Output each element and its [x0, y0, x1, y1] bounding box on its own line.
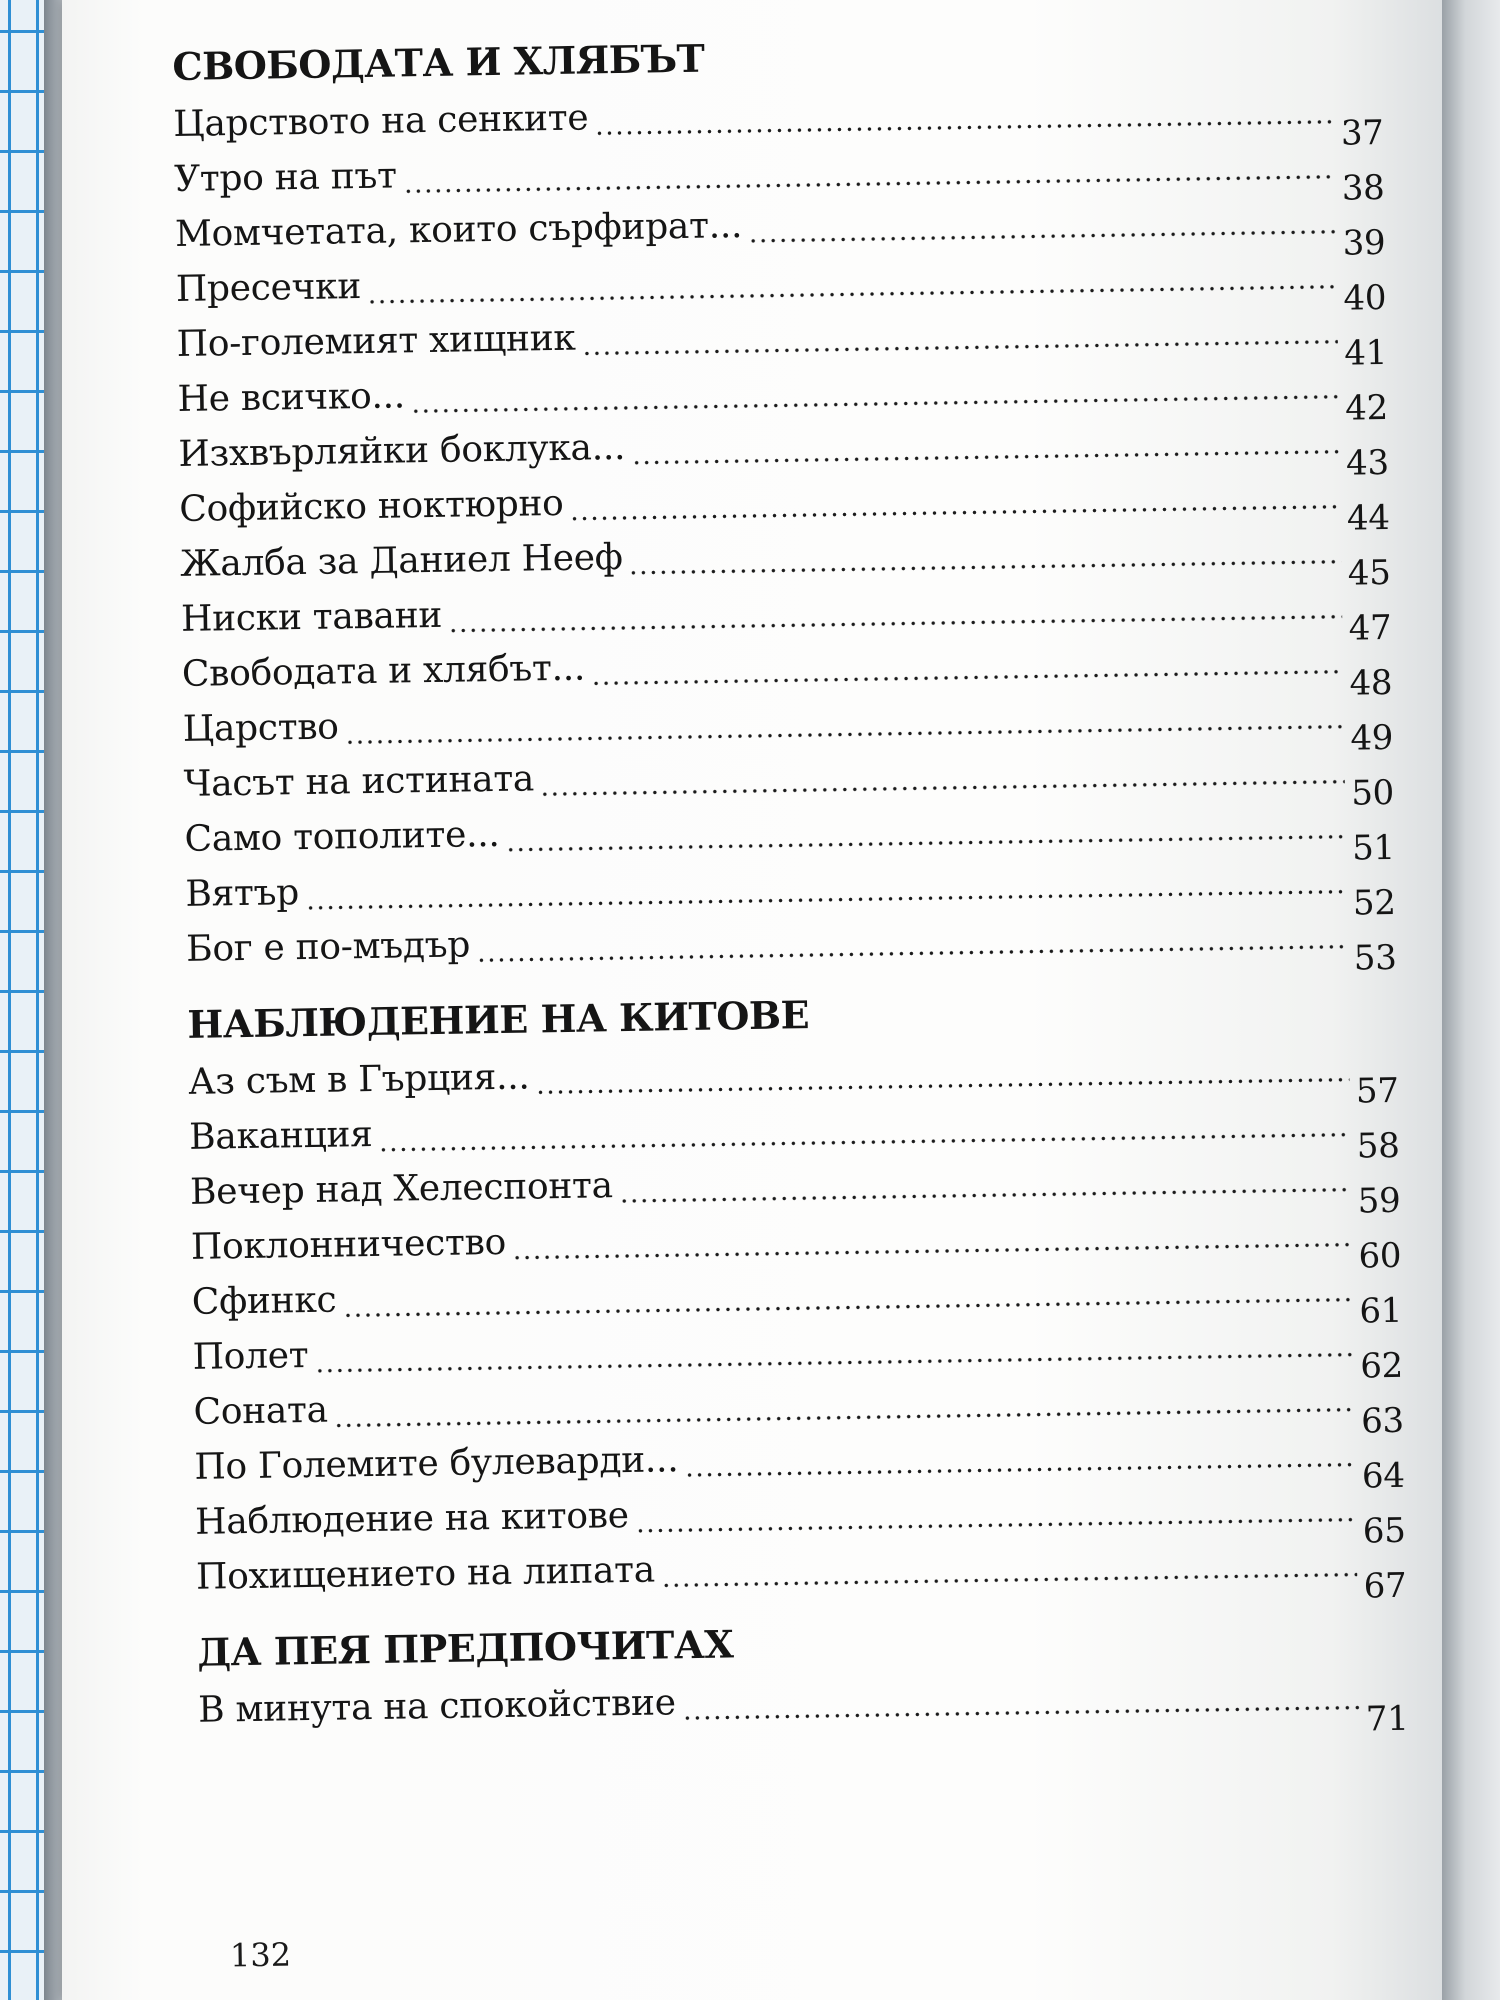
table-of-contents: [172, 23, 1409, 1740]
entry-title: Свободата и хлябът...: [181, 647, 586, 695]
entry-title: В минута на спокойствие: [197, 1682, 677, 1731]
entry-title: Утро на път: [173, 155, 397, 200]
entry-page-number: 38: [1341, 167, 1385, 209]
section-title: СВОБОДАТА И ХЛЯБЪТ: [172, 35, 705, 89]
entry-page-number: 48: [1349, 662, 1393, 704]
entry-page-number: 47: [1348, 607, 1392, 649]
entry-page-number: 67: [1363, 1565, 1407, 1607]
entry-title: Изхвърляйки боклука...: [178, 426, 626, 475]
entry-title: Жалба за Даниел Нееф: [179, 536, 623, 585]
entry-title: Не всичко...: [177, 375, 406, 420]
entry-title: Царство: [182, 706, 339, 750]
entry-title: Похищението на липата: [195, 1549, 656, 1598]
entry-title: Полет: [192, 1335, 309, 1378]
entry-page-number: 49: [1350, 717, 1394, 759]
next-page-edge: [1442, 0, 1500, 2000]
section-title: НАБЛЮДЕНИЕ НА КИТОВЕ: [187, 992, 810, 1047]
graph-paper-background: [0, 0, 48, 2000]
entry-page-number: 41: [1344, 332, 1388, 374]
entry-title: Софийско ноктюрно: [179, 482, 564, 530]
entry-title: По Големите булеварди...: [194, 1439, 679, 1488]
entry-page-number: 59: [1357, 1180, 1401, 1222]
page-number: 132: [229, 1935, 292, 1975]
dot-leader: [476, 944, 1347, 964]
entry-title: Бог е по-мъдър: [185, 924, 471, 970]
entry-page-number: 57: [1355, 1070, 1399, 1112]
entry-page-number: 39: [1342, 222, 1386, 264]
entry-page-number: 52: [1352, 882, 1396, 924]
entry-page-number: 40: [1343, 277, 1387, 319]
entry-title: Поклонничество: [190, 1221, 507, 1268]
entry-title: Вечер над Хелеспонта: [189, 1165, 614, 1213]
entry-page-number: 62: [1359, 1345, 1404, 1387]
entry-title: Сфинкс: [191, 1279, 337, 1323]
entry-page-number: 42: [1344, 387, 1389, 429]
toc-section: [187, 981, 1407, 1607]
section-title: ДА ПЕЯ ПРЕДПОЧИТАХ: [196, 1621, 734, 1675]
dot-leader: [661, 1572, 1358, 1589]
entry-title: Вятър: [185, 872, 300, 915]
toc-section: [172, 23, 1397, 979]
entry-title: Ниски тавани: [180, 594, 443, 640]
entry-title: По-големият хищник: [176, 317, 576, 365]
entry-page-number: 71: [1365, 1698, 1409, 1740]
entry-page-number: 65: [1362, 1510, 1406, 1552]
entry-page-number: 64: [1361, 1455, 1405, 1497]
entry-title: Ваканция: [188, 1113, 373, 1158]
entry-page-number: 44: [1346, 497, 1390, 539]
entry-title: Аз съм в Гърция...: [188, 1056, 530, 1103]
entry-title: Соната: [193, 1389, 329, 1433]
entry-page-number: 51: [1351, 827, 1396, 869]
toc-section: [196, 1609, 1409, 1740]
entry-page-number: 61: [1359, 1290, 1403, 1332]
entry-page-number: 45: [1347, 552, 1391, 594]
entry-title: Момчетата, които сърфират...: [174, 205, 743, 255]
entry-title: Само тополите...: [184, 813, 500, 860]
entry-page-number: 63: [1360, 1400, 1405, 1442]
entry-title: Наблюдение на китове: [194, 1495, 630, 1543]
entry-page-number: 53: [1353, 937, 1397, 979]
entry-title: Царството на сенките: [172, 97, 589, 145]
entry-page-number: 43: [1345, 442, 1390, 484]
entry-page-number: 50: [1350, 772, 1395, 814]
entry-page-number: 58: [1356, 1125, 1400, 1167]
entry-page-number: 60: [1358, 1235, 1402, 1277]
entry-title: Пресечки: [175, 266, 362, 310]
entry-title: Часът на истината: [183, 758, 535, 805]
entry-page-number: 37: [1340, 112, 1384, 154]
